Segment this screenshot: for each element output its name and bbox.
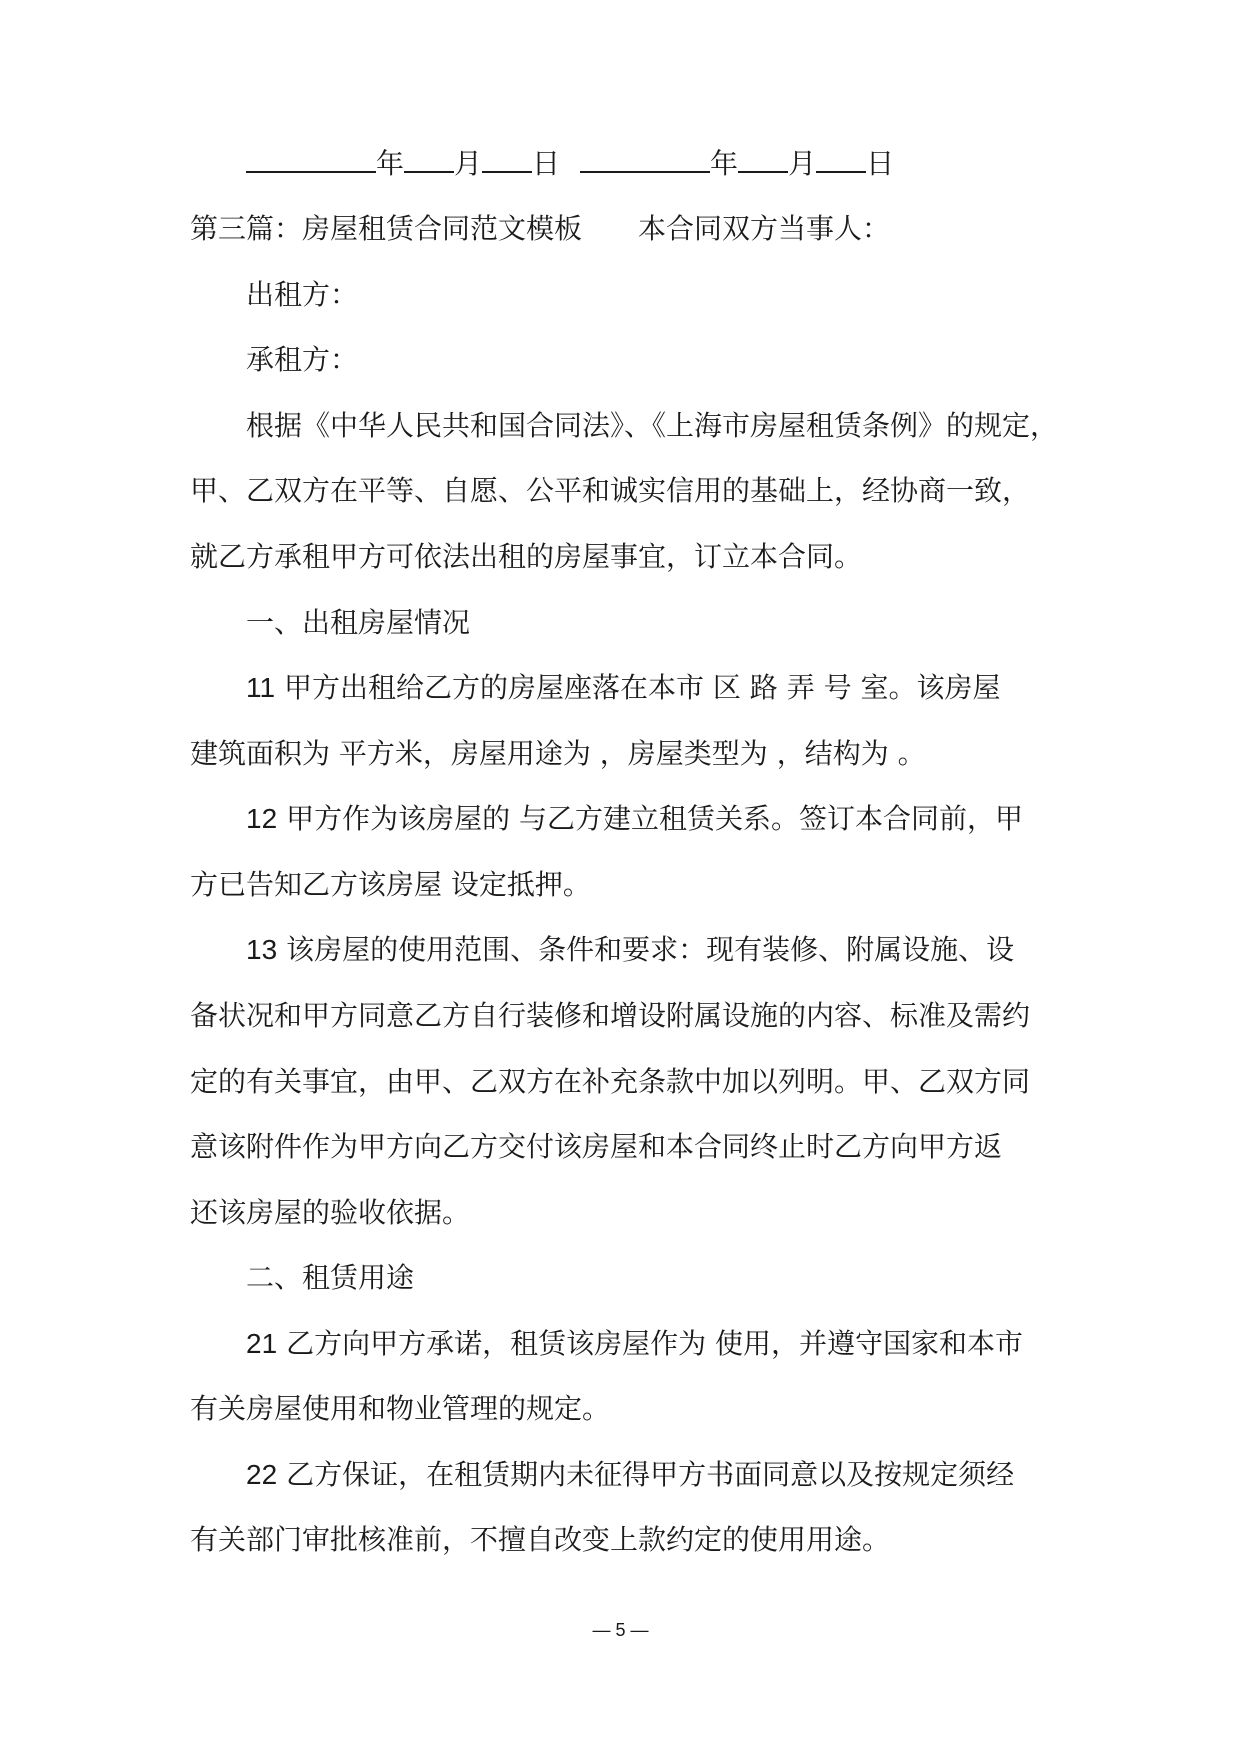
page-number: — 5 —	[592, 1620, 649, 1640]
clause-21-line-1	[246, 1324, 1023, 1364]
clause-13-line-3: 定的有关事宜，由甲、乙双方在补充条款中加以列明。甲、乙双方同	[190, 1065, 1031, 1098]
blank-day-2	[816, 145, 866, 173]
section1-title: 一、出租房屋情况	[246, 606, 471, 639]
year-label-1: 年	[376, 147, 405, 180]
clause-13-line-2: 备状况和甲方同意乙方自行装修和增设附属设施的内容、标准及需约	[190, 999, 1031, 1032]
clause-12-line-1	[246, 799, 1023, 839]
clause-22-text-1: 乙方保证，在租赁期内未征得甲方书面同意以及按规定须经	[286, 1458, 1015, 1491]
clause-13-line-5: 还该房屋的验收依据。	[190, 1196, 471, 1229]
preamble-line-3: 就乙方承租甲方可依法出租的房屋事宜，订立本合同。	[190, 540, 863, 573]
day-label-1: 日	[532, 147, 561, 180]
lessee-line: 承租方：	[246, 343, 359, 376]
clause-22-line-1	[246, 1455, 1014, 1495]
clause-11-text-1: 甲方出租给乙方的房屋座落在本市 区 路 弄 号 室。该房屋	[283, 671, 1001, 704]
section2-title: 二、租赁用途	[246, 1261, 415, 1294]
clause-11-line-2: 建筑面积为 平方米，房屋用途为 ，房屋类型为 ，结构为 。	[190, 737, 926, 770]
parties-heading: 本合同双方当事人：	[638, 212, 891, 245]
clause-12-number: 12	[246, 803, 278, 834]
clause-11-number: 11	[246, 672, 276, 703]
blank-year-1	[246, 145, 376, 173]
preamble-line-2: 甲、乙双方在平等、自愿、公平和诚实信用的基础上，经协商一致，	[190, 474, 1031, 507]
lessor-line: 出租方：	[246, 278, 359, 311]
section-title: 第三篇：房屋租赁合同范文模板	[190, 212, 583, 245]
day-label-2: 日	[866, 147, 895, 180]
clause-12-text-1: 甲方作为该房屋的 与乙方建立租赁关系。签订本合同前，甲	[286, 802, 1023, 835]
clause-21-line-2: 有关房屋使用和物业管理的规定。	[190, 1392, 611, 1425]
blank-month-1	[404, 145, 454, 173]
clause-13-line-1	[246, 930, 1014, 970]
blank-year-2	[580, 145, 710, 173]
date-line	[246, 144, 894, 184]
heading-line	[190, 209, 890, 249]
month-label-2: 月	[788, 147, 817, 180]
clause-22-line-2: 有关部门审批核准前，不擅自改变上款约定的使用用途。	[190, 1523, 891, 1556]
year-label-2: 年	[710, 147, 739, 180]
clause-13-text-1: 该房屋的使用范围、条件和要求：现有装修、附属设施、设	[286, 933, 1015, 966]
clause-11-line-1	[246, 668, 1001, 708]
clause-21-text-1: 乙方向甲方承诺，租赁该房屋作为 使用，并遵守国家和本市	[286, 1327, 1023, 1360]
clause-12-line-2: 方已告知乙方该房屋 设定抵押。	[190, 868, 591, 901]
month-label-1: 月	[454, 147, 483, 180]
clause-22-number: 22	[246, 1459, 278, 1490]
blank-day-1	[482, 145, 532, 173]
preamble-line-1: 根据《中华人民共和国合同法》、《上海市房屋租赁条例》的规定，	[246, 409, 1059, 442]
clause-13-number: 13	[246, 934, 278, 965]
blank-month-2	[738, 145, 788, 173]
clause-21-number: 21	[246, 1328, 278, 1359]
clause-13-line-4: 意该附件作为甲方向乙方交付该房屋和本合同终止时乙方向甲方返	[190, 1130, 1003, 1163]
